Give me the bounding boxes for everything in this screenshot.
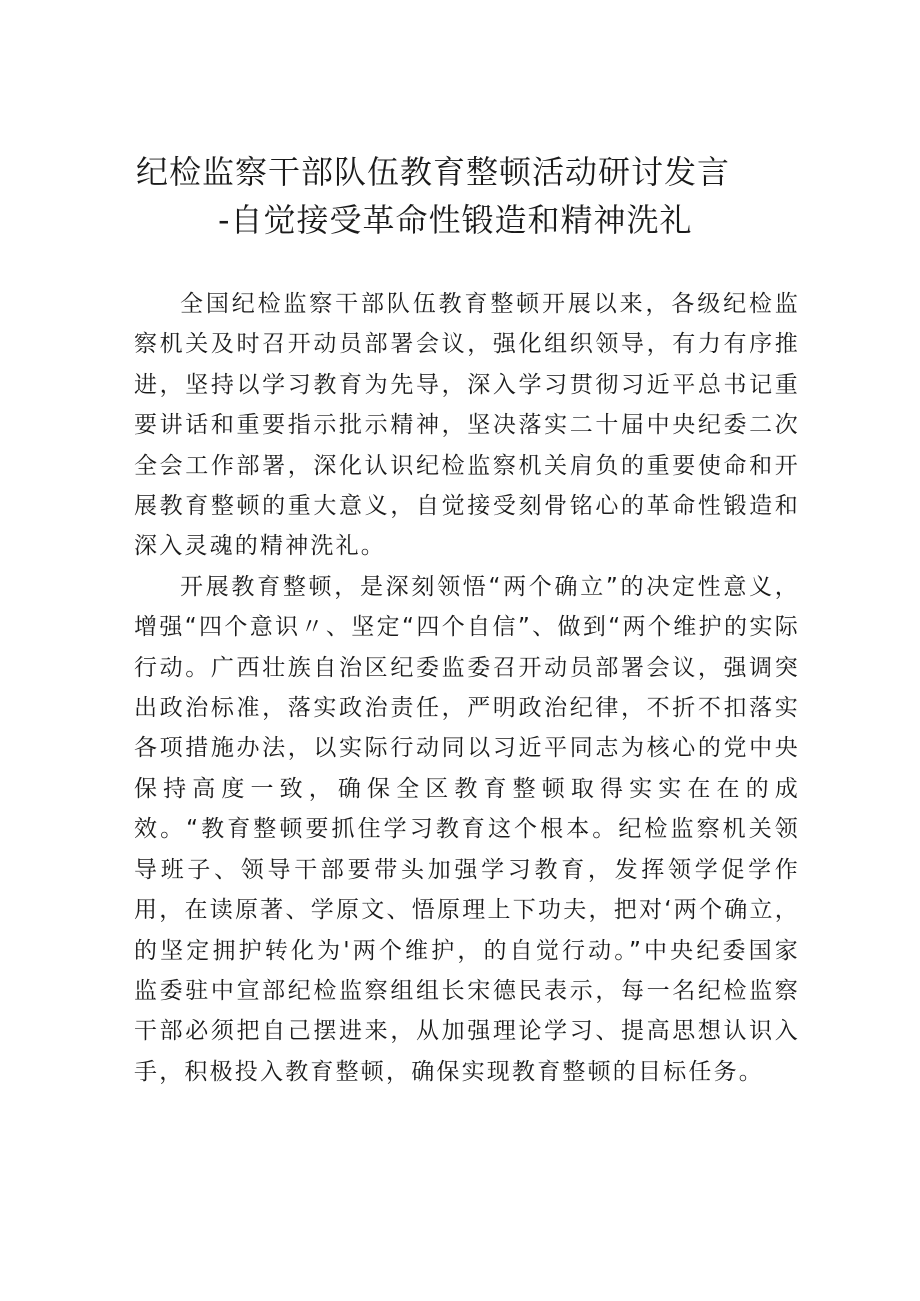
body-paragraph-1: 全国纪检监察干部队伍教育整顿开展以来，各级纪检监察机关及时召开动员部署会议，强化组织领导，有力有序推进，坚持以学习教育为先导，深入学习贯彻习近平总书记重要讲话和重要指示批示精神，坚决落实二十届中央纪委二次全会工作部署，深化认识纪检监察机关肩负的重要使命和开展教育整顿的重大意义，自觉接受刻骨铭心的革命性锻造和深入灵魂的精神洗礼。 [134,291,800,560]
document-title-line-2: -自觉接受革命性锻造和精神洗礼 [218,201,693,239]
document-title-line-1: 纪检监察干部队伍教育整顿活动研讨发言 [136,153,731,191]
body-paragraph-2: 开展教育整顿，是深刻领悟“两个确立”的决定性意义，增强“四个意识〃、坚定“四个自信”、做到“两个维护的实际行动。广西壮族自治区纪委监委召开动员部署会议，强调突出政治标准，落实政治责任，严明政治纪律，不折不扣落实各项措施办法，以实际行动同以习近平同志为核心的党中央保持高度一致，确保全区教育整顿取得实实在在的成效。“教育整顿要抓住学习教育这个根本。纪检监察机关领导班子、领导干部要带头加强学习教育，发挥领学促学作用，在读原著、学原文、悟原理上下功夫，把对‘两个确立，的坚定拥护转化为'两个维护，的自觉行动。”中央纪委国家监委驻中宣部纪检监察组组长宋德民表示，每一名纪检监察干部必须把自己摆进来，从加强理论学习、提高思想认识入手，积极投入教育整顿，确保实现教育整顿的目标任务。 [134,573,800,1085]
document-body [134,284,800,1092]
